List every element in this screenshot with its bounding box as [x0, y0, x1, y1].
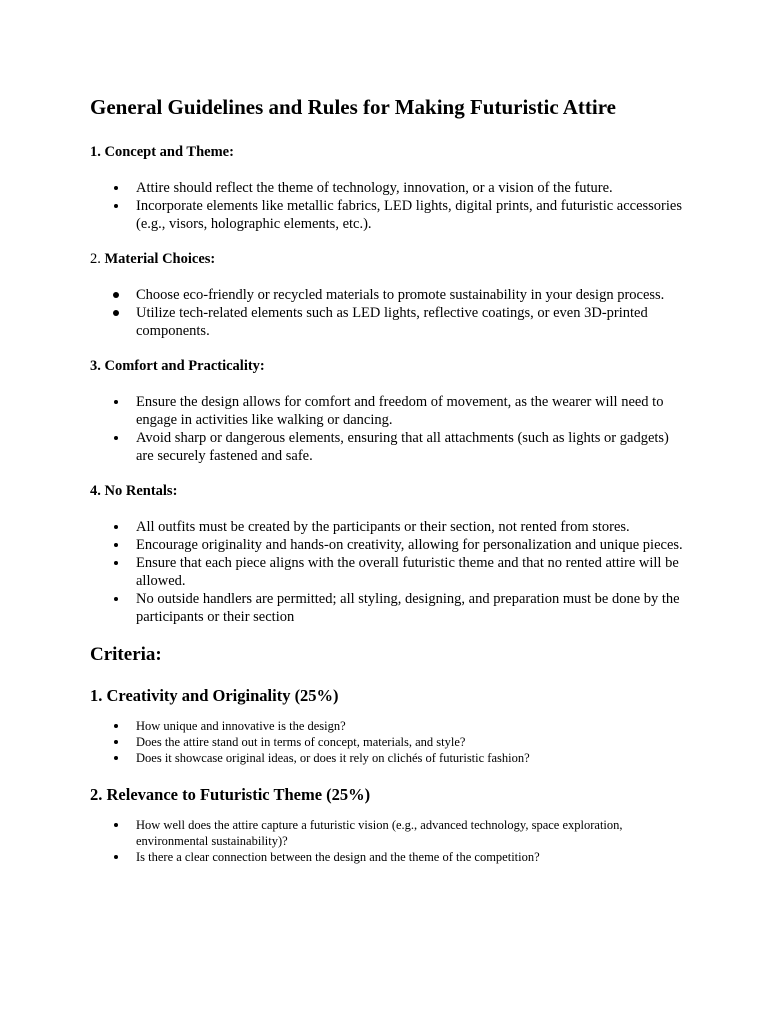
- list-item: Ensure the design allows for comfort and freedom of movement, as the wearer will need to engage in activities like walking or dancing.: [136, 393, 690, 429]
- list-item: Is there a clear connection between the design and the theme of the competition?: [136, 849, 690, 865]
- criterion-heading-creativity: 1. Creativity and Originality (25%): [90, 686, 339, 705]
- list-item: Avoid sharp or dangerous elements, ensuring that all attachments (such as lights or gadgets) are securely fastened and safe.: [136, 429, 690, 465]
- section-list-rentals: [90, 518, 690, 626]
- list-item: Attire should reflect the theme of technology, innovation, or a vision of the future.: [136, 179, 690, 197]
- section-number: 3.: [90, 358, 105, 374]
- list-item: Utilize tech-related elements such as LED lights, reflective coatings, or even 3D-printed components.: [136, 304, 690, 340]
- list-item: All outfits must be created by the participants or their section, not rented from stores.: [136, 518, 690, 536]
- section-title: No Rentals:: [104, 483, 178, 499]
- list-item: How well does the attire capture a futuristic vision (e.g., advanced technology, space exploration, environmental sustainability)?: [136, 817, 690, 849]
- section-heading-materials: [90, 250, 690, 268]
- section-list-concept: [90, 179, 690, 233]
- list-item: How unique and innovative is the design?: [136, 718, 690, 734]
- list-item: Does it showcase original ideas, or does it rely on clichés of futuristic fashion?: [136, 750, 690, 766]
- section-number: 2.: [90, 251, 105, 267]
- criteria-heading: Criteria:: [90, 644, 162, 665]
- document-title: General Guidelines and Rules for Making Futuristic Attire: [90, 95, 616, 119]
- list-item: No outside handlers are permitted; all styling, designing, and preparation must be done by the participants or their section: [136, 590, 690, 626]
- section-list-materials: [90, 286, 690, 340]
- section-heading-rentals: [90, 482, 690, 500]
- section-title: Comfort and Practicality:: [104, 358, 265, 374]
- list-item: Encourage originality and hands-on creativity, allowing for personalization and unique pieces.: [136, 536, 690, 554]
- document-page: [90, 94, 690, 883]
- section-heading-comfort: [90, 357, 690, 375]
- list-item: Does the attire stand out in terms of concept, materials, and style?: [136, 734, 690, 750]
- list-item: Incorporate elements like metallic fabrics, LED lights, digital prints, and futuristic accessories (e.g., visors, holographic elements, etc.).: [136, 197, 690, 233]
- section-title: Concept and Theme:: [104, 144, 234, 160]
- section-title: Material Choices:: [104, 251, 216, 267]
- list-item: Choose eco-friendly or recycled materials to promote sustainability in your design process.: [136, 286, 690, 304]
- criterion-heading-relevance: 2. Relevance to Futuristic Theme (25%): [90, 785, 371, 804]
- list-item: Ensure that each piece aligns with the overall futuristic theme and that no rented attire will be allowed.: [136, 554, 690, 590]
- section-heading-concept: [90, 143, 690, 161]
- criterion-list-relevance: [90, 817, 690, 865]
- section-list-comfort: [90, 393, 690, 465]
- criterion-list-creativity: [90, 718, 690, 766]
- section-number: 4.: [90, 483, 105, 499]
- section-number: 1.: [90, 144, 105, 160]
